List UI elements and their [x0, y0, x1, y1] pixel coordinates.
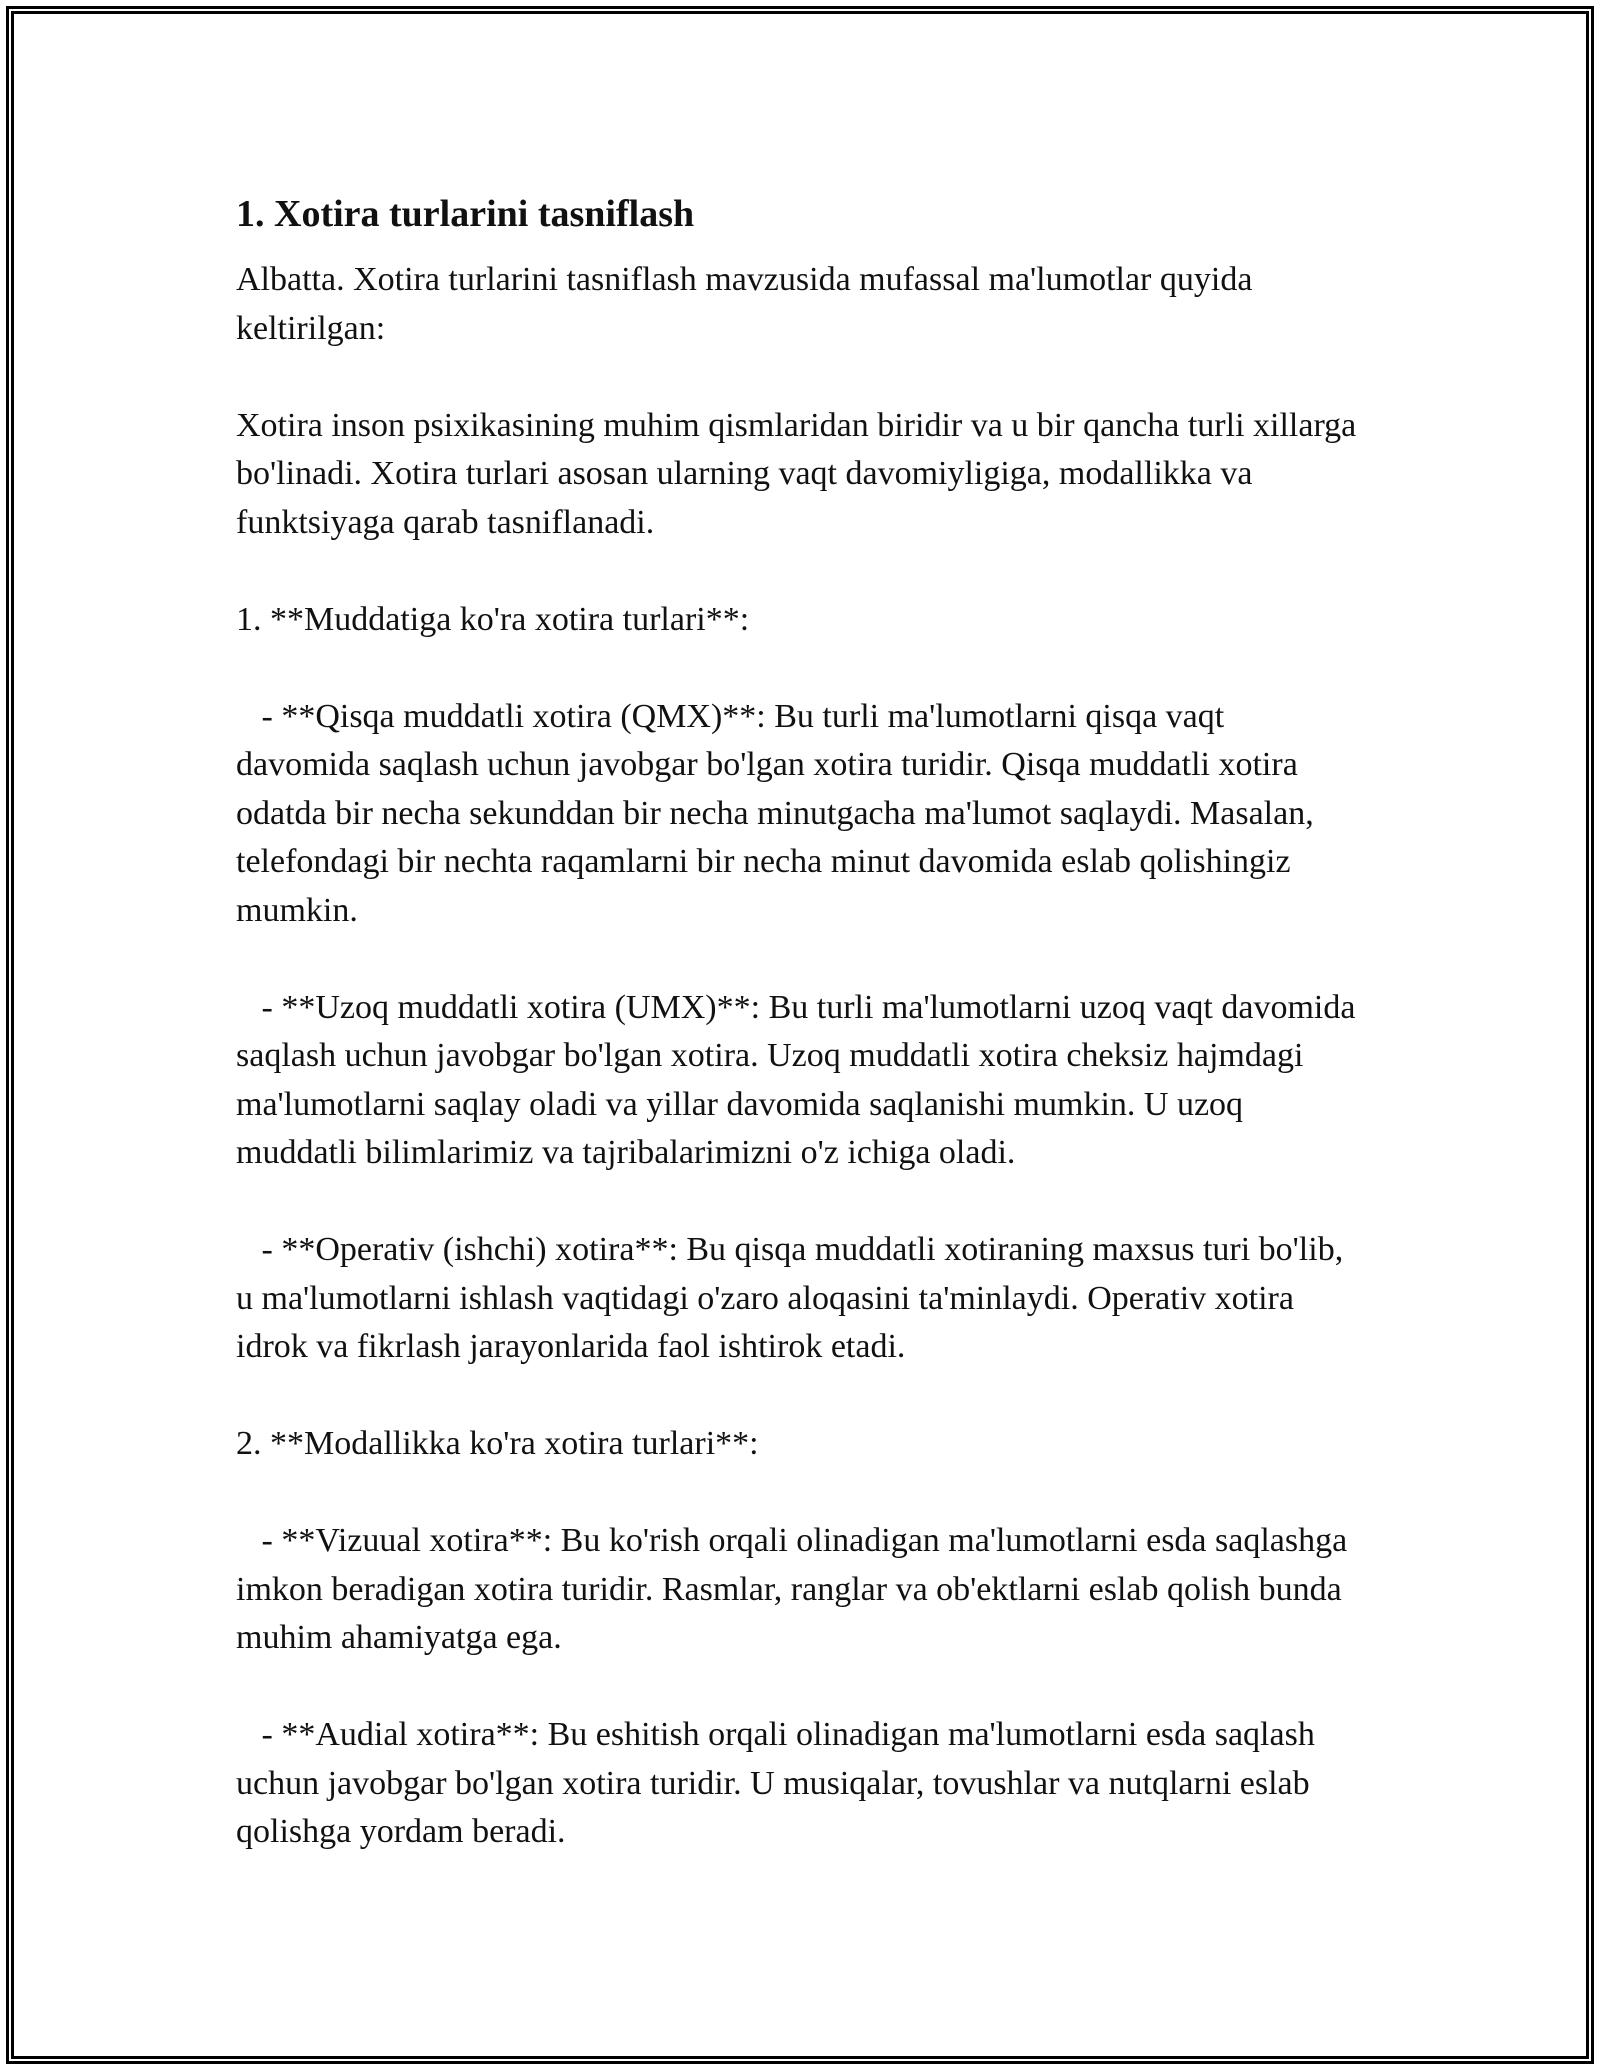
section-heading-modality: 2. **Modallikka ko'ra xotira turlari**: [236, 1425, 759, 1462]
paragraph-spacer [236, 1469, 1366, 1518]
paragraph-spacer [236, 935, 1366, 984]
paragraph-spacer [236, 1178, 1366, 1227]
paragraph-spacer [236, 547, 1366, 596]
paragraph-spacer [236, 1372, 1366, 1421]
overview-paragraph: Xotira inson psixikasining muhim qismlaridan biridir va u bir qancha turli xillarga bo'linadi. Xotira turlari asosan ularning vaqt davomiyligiga, modallikka va funktsiyaga qarab tasniflanadi. [236, 406, 1365, 541]
document-title: 1. Xotira turlarini tasniflash [236, 193, 695, 235]
paragraph-spacer [236, 644, 1366, 693]
paragraph-spacer [236, 353, 1366, 402]
document-body [236, 186, 1366, 1857]
list-item-working-memory: - **Operativ (ishchi) xotira**: Bu qisqa muddatli xotiraning maxsus turi bo'lib, u ma'lumotlarni ishlash vaqtidagi o'zaro aloqasini ta'minlaydi. Operativ xotira idrok va fikrlash jarayonlarida faol ishtirok etadi. [236, 1231, 1352, 1365]
list-item-short-term-memory: - **Qisqa muddatli xotira (QMX)**: Bu turli ma'lumotlarni qisqa vaqt davomida saqlash uchun javobgar bo'lgan xotira turidir. Qisqa muddatli xotira odatda bir necha sekunddan bir necha minutgacha ma'lumot saqlaydi. Masalan, telefondagi bir nechta raqamlarni bir necha minut davomida eslab qolishingiz mumkin. [236, 697, 1323, 929]
paragraph-spacer [236, 1663, 1366, 1712]
list-item-auditory-memory: - **Audial xotira**: Bu eshitish orqali olinadigan ma'lumotlarni esda saqlash uchun javobgar bo'lgan xotira turidir. U musiqalar, tovushlar va nutqlarni eslab qolishga yordam beradi. [236, 1716, 1324, 1850]
intro-paragraph: Albatta. Xotira turlarini tasniflash mavzusida mufassal ma'lumotlar quyida keltirilgan: [236, 261, 1261, 347]
section-heading-duration: 1. **Muddatiga ko'ra xotira turlari**: [236, 600, 750, 638]
list-item-visual-memory: - **Vizuual xotira**: Bu ko'rish orqali olinadigan ma'lumotlarni esda saqlashga imkon beradigan xotira turidir. Rasmlar, ranglar va ob'ektlarni eslab qolish bunda muhim ahamiyatga ega. [236, 1522, 1356, 1656]
list-item-long-term-memory: - **Uzoq muddatli xotira (UMX)**: Bu turli ma'lumotlarni uzoq vaqt davomida saqlash uchun javobgar bo'lgan xotira. Uzoq muddatli xotira cheksiz hajmdagi ma'lumotlarni saqlay oladi va yillar davomida saqlanishi mumkin. U uzoq muddatli bilimlarimiz va tajribalarimizni o'z ichiga oladi. [236, 988, 1364, 1171]
